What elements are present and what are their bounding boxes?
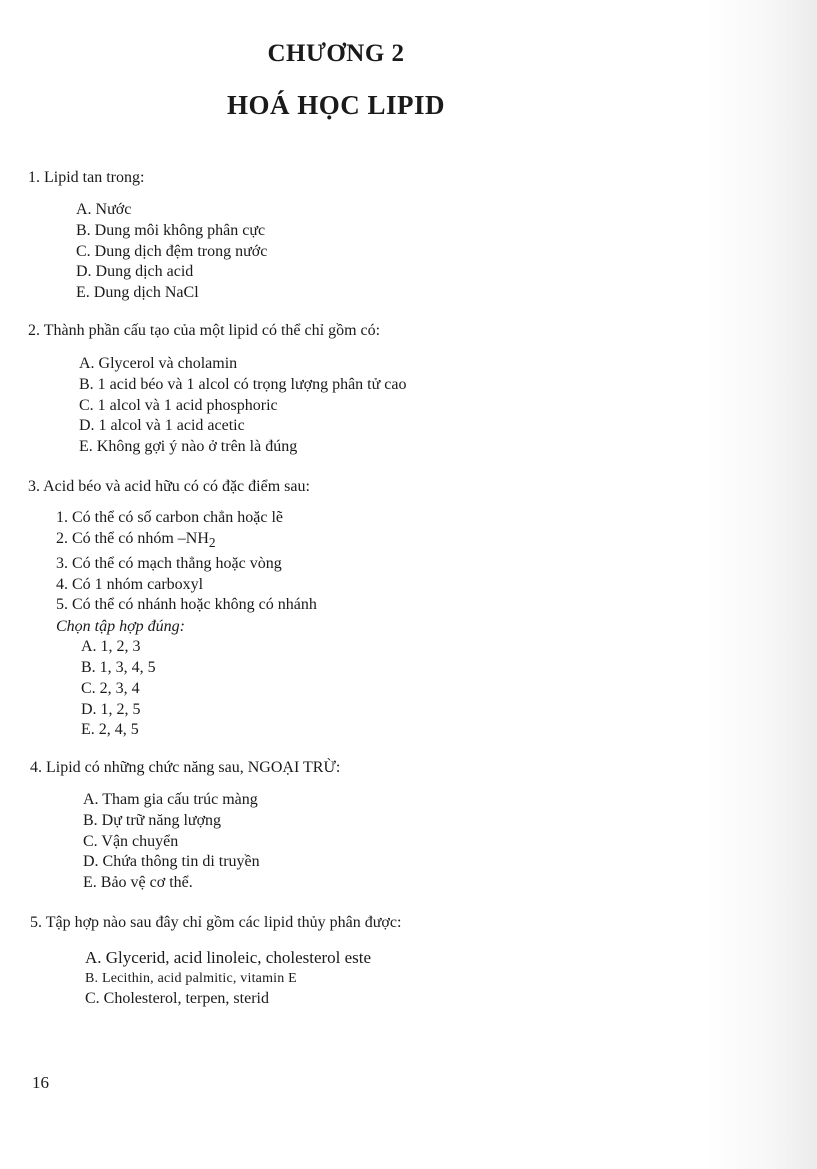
option-c: C. Vận chuyển [83, 832, 179, 850]
page-number: 16 [32, 1073, 49, 1092]
option-e: E. 2, 4, 5 [81, 721, 139, 739]
question-2-stem: 2. Thành phần cấu tạo của một lipid có thể chỉ gồm có: [28, 322, 381, 339]
option-d: D. Dung dịch acid [76, 263, 194, 281]
option-e: E. Dung dịch NaCl [76, 284, 199, 302]
option-b: B. Lecithin, acid palmitic, vitamin E [85, 971, 297, 986]
option-c: C. 1 alcol và 1 acid phosphoric [79, 396, 278, 414]
question-3-stem: 3. Acid béo và acid hữu có có đặc điểm sau: [28, 478, 310, 495]
option-a: A. Glycerol và cholamin [79, 355, 238, 372]
statement-4: 4. Có 1 nhóm carboxyl [56, 575, 204, 593]
statement-5: 5. Có thể có nhánh hoặc không có nhánh [56, 596, 317, 614]
question-3 [28, 477, 317, 741]
chapter-title: HOÁ HỌC LIPID [226, 90, 446, 120]
question-3-statements [28, 508, 317, 616]
statement-2-subscript: 2 [208, 534, 216, 550]
question-4-stem: 4. Lipid có những chức năng sau, NGOẠI TRỪ: [30, 759, 341, 776]
option-b: B. Dự trữ năng lượng [83, 811, 222, 829]
option-b: B. Dung môi không phân cực [76, 221, 266, 239]
option-a: A. Nước [76, 201, 132, 218]
statement-2-text: 2. Có thể có nhóm –NH [56, 529, 209, 547]
option-a: A. 1, 2, 3 [81, 638, 141, 656]
option-b: B. 1, 3, 4, 5 [81, 658, 156, 676]
question-3-prompt: Chọn tập hợp đúng: [56, 618, 185, 636]
question-4-options [30, 790, 340, 894]
page-edge-shadow [707, 0, 817, 1169]
statement-2 [56, 529, 317, 554]
option-d: D. 1 alcol và 1 acid acetic [79, 417, 245, 435]
option-d: D. 1, 2, 5 [81, 700, 141, 718]
option-a: A. Tham gia cấu trúc màng [83, 791, 258, 808]
option-e: E. Không gợi ý nào ở trên là đúng [79, 438, 298, 456]
option-e: E. Bảo vệ cơ thể. [83, 874, 193, 892]
question-5-options [30, 947, 401, 1010]
question-1-options [28, 200, 267, 304]
chapter-number: CHƯƠNG 2 [267, 40, 405, 67]
question-2 [28, 321, 407, 458]
question-1 [28, 168, 267, 304]
option-a: A. Glycerid, acid linoleic, cholesterol este [85, 948, 372, 967]
question-1-stem: 1. Lipid tan trong: [28, 169, 145, 186]
question-5 [30, 913, 401, 1010]
statement-3: 3. Có thể có mạch thẳng hoặc vòng [56, 554, 282, 572]
option-c: C. 2, 3, 4 [81, 679, 140, 697]
question-3-options [28, 637, 317, 741]
option-c: C. Cholesterol, terpen, sterid [85, 990, 269, 1007]
statement-1: 1. Có thể có số carbon chẳn hoặc lẽ [56, 509, 284, 526]
question-4 [30, 758, 340, 894]
question-2-options [28, 354, 407, 458]
option-b: B. 1 acid béo và 1 alcol có trọng lượng phân tử cao [79, 375, 407, 393]
option-c: C. Dung dịch đệm trong nước [76, 242, 268, 260]
question-5-stem: 5. Tập hợp nào sau đây chỉ gồm các lipid thủy phân được: [30, 914, 402, 931]
option-d: D. Chứa thông tin di truyền [83, 853, 260, 871]
